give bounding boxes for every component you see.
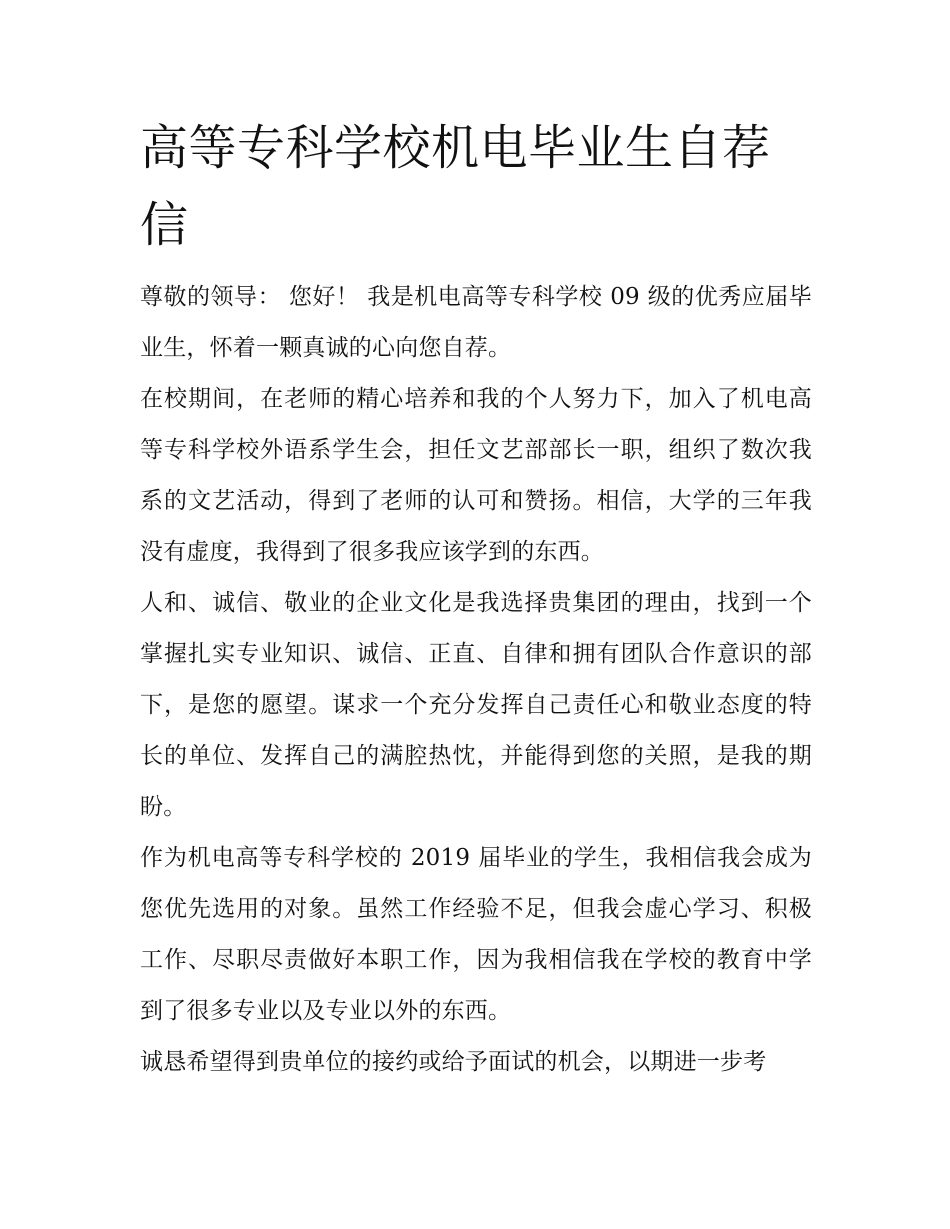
paragraph-self-recommendation: 作为机电高等专科学校的 2019 届毕业的学生，我相信我会成为您优先选用的对象。虽然工作经验不足，但我会虚心学习、积极工作、尽职尽责做好本职工作，因为我相信我在学校的教育中学到了很多专业以及专业以外的东西。: [140, 845, 812, 1024]
document-title: 高等专科学校机电毕业生自荐信: [140, 120, 771, 253]
paragraph-greeting: 尊敬的领导： 您好！ 我是机电高等专科学校 09 级的优秀应届毕业生，怀着一颗真诚的心向您自荐。: [140, 284, 812, 361]
paragraph-school-experience: 在校期间，在老师的精心培养和我的个人努力下，加入了机电高等专科学校外语系学生会，担任文艺部部长一职，组织了数次我系的文艺活动，得到了老师的认可和赞扬。相信，大学的三年我没有虚度，我得到了很多我应该学到的东西。: [140, 386, 812, 565]
document-body: [140, 110, 812, 1088]
paragraph-company-reason: 人和、诚信、敬业的企业文化是我选择贵集团的理由，找到一个掌握扎实专业知识、诚信、正直、自律和拥有团队合作意识的部下，是您的愿望。谋求一个充分发挥自己责任心和敬业态度的特长的单位、发挥自己的满腔热忱，并能得到您的关照，是我的期盼。: [140, 590, 812, 820]
paragraph-interview-request: 诚恳希望得到贵单位的接约或给予面试的机会，以期进一步考: [140, 1049, 767, 1075]
